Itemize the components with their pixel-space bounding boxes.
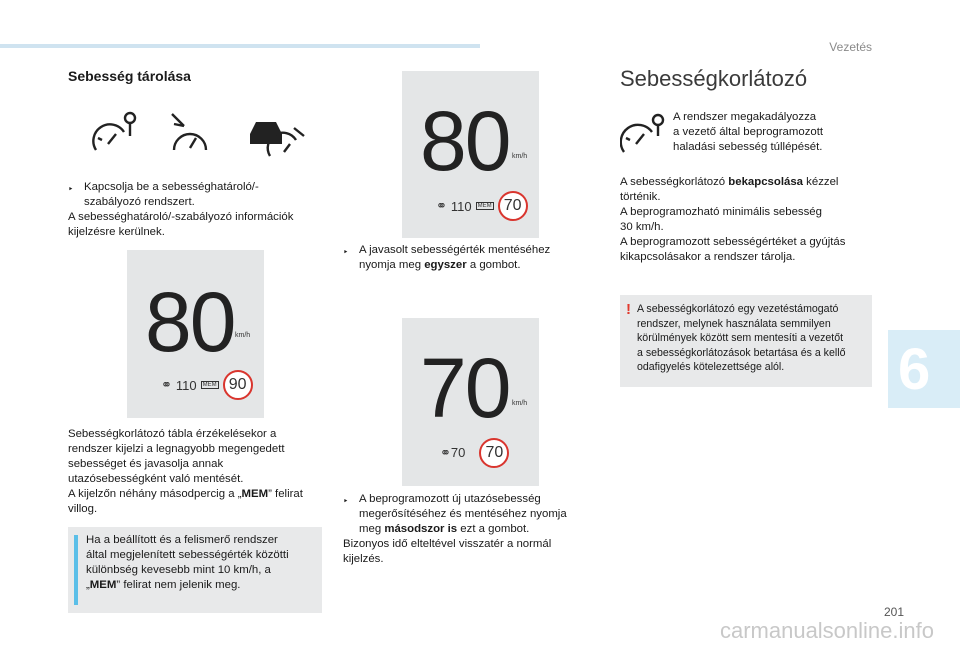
paragraph: Sebességkorlátozó tábla érzékelésekor a rendszer kijelzi a legnagyobb megengedett sebességet és javasolja annak utazósebességként való mentését. A kijelzőn néhány másodpercig a „MEM” felirat villog. bbox=[68, 428, 303, 515]
speed-sign: 70 bbox=[479, 438, 509, 468]
speed-unit: km/h bbox=[512, 400, 528, 407]
warning-note: ! A sebességkorlátozó egy vezetéstámogató rendszer, melynek használata semmilyen körülmények között sem mentesíti a vezetőt a sebességkorlátozások betartása és a kellő odafigyelés kötelezettsége alól. bbox=[620, 295, 872, 387]
info-note: Ha a beállított és a felismerő rendszer által megjelenített sebességérték közötti különbség kevesebb mint 10 km/h, a „MEM” felirat nem jelenik meg. bbox=[68, 527, 322, 613]
speed-sign: 70 bbox=[498, 191, 528, 221]
limiter-icon: ⚭ bbox=[436, 198, 447, 213]
dashboard-display bbox=[402, 318, 539, 486]
speed-unit: km/h bbox=[512, 153, 528, 160]
speed-unit: km/h bbox=[235, 332, 251, 339]
instruction-bullet: ‣ Kapcsolja be a sebességhatároló/- szabályozó rendszert. bbox=[68, 181, 259, 208]
chapter-number: 6 bbox=[898, 337, 931, 402]
arrow-icon: ‣ bbox=[343, 496, 349, 506]
speed-value: 80 bbox=[420, 94, 510, 188]
instruction-bullet: ‣ A beprogramozott új utazósebesség megerősítéséhez és mentéséhez nyomja meg másodszor is ezt a gombot. bbox=[343, 493, 567, 535]
section-title: Sebesség tárolása bbox=[68, 68, 191, 84]
stored-speed: 110 bbox=[450, 198, 472, 214]
page-number: 201 bbox=[883, 605, 904, 619]
cruise-control-icon bbox=[172, 114, 206, 150]
mem-label: MEM bbox=[477, 203, 492, 209]
speed-limiter-icon bbox=[93, 113, 135, 150]
paragraph: A sebességkorlátozó bekapcsolása kézzel történik. A beprogramozható minimális sebesség 30 km/h. A beprogramozott sebességértéket a gyújtás kikapcsolásakor a rendszer tárolja. bbox=[620, 176, 846, 263]
limiter-icon: ⚭ bbox=[161, 377, 172, 392]
dashboard-display bbox=[402, 71, 539, 238]
stored-speed: 110 bbox=[175, 377, 197, 393]
speed-value: 80 bbox=[145, 275, 235, 369]
cruise-icons bbox=[88, 110, 318, 164]
arrow-icon: ‣ bbox=[343, 247, 349, 257]
dashboard-display bbox=[127, 250, 264, 418]
paragraph: A sebességhatároló/-szabályozó információk kijelzésre kerülnek. bbox=[68, 211, 294, 238]
adaptive-cruise-icon bbox=[250, 122, 304, 156]
info-note-bar bbox=[74, 535, 78, 605]
warning-icon: ! bbox=[626, 301, 631, 318]
stored-speed: 70 bbox=[450, 445, 466, 460]
instruction-bullet: ‣ A javasolt sebességérték mentéséhez nyomja meg egyszer a gombot. bbox=[343, 244, 551, 271]
speed-limiter-icon bbox=[620, 112, 666, 156]
speed-value: 70 bbox=[420, 341, 510, 435]
section-title: Sebességkorlátozó bbox=[620, 66, 808, 91]
paragraph: Bizonyos idő elteltével visszatér a normál kijelzés. bbox=[343, 538, 552, 565]
speed-sign: 90 bbox=[223, 370, 253, 400]
limiter-icon: ⚭ bbox=[440, 445, 451, 460]
section-header: Vezetés bbox=[829, 40, 872, 54]
watermark: carmanualsonline.info bbox=[719, 618, 934, 643]
intro-text: A rendszer megakadályozza a vezető által beprogramozott haladási sebesség túllépését. bbox=[673, 111, 824, 153]
header-bar bbox=[0, 44, 480, 48]
arrow-icon: ‣ bbox=[68, 184, 74, 194]
mem-label: MEM bbox=[202, 382, 217, 388]
